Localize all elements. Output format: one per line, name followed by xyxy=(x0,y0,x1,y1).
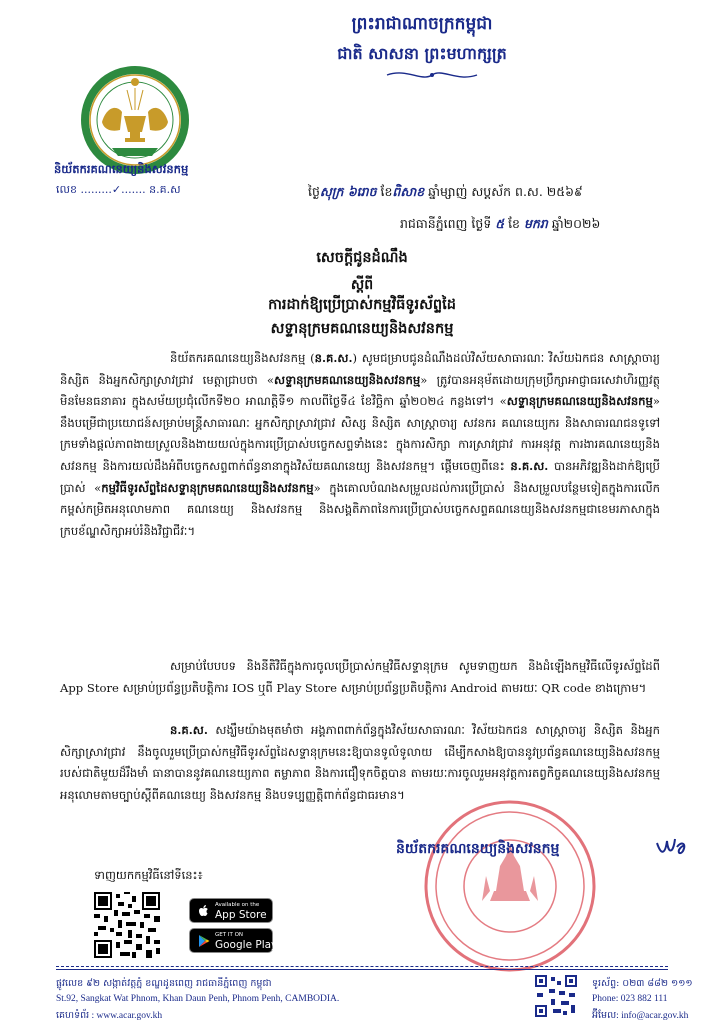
lunar-month-handwritten: ពិសាខ xyxy=(392,184,425,199)
handwritten-signature-icon xyxy=(655,833,689,861)
body-paragraph-3 xyxy=(60,720,660,806)
google-play-large-label: Google Play xyxy=(215,939,278,951)
footer-address-en: St.92, Sangkat Wat Phnom, Khan Daun Penh, Phnom Penh, CAMBODIA. xyxy=(56,994,340,1004)
solar-day-handwritten: ៥ xyxy=(495,216,505,231)
ornament-divider-icon xyxy=(382,70,482,80)
reference-number xyxy=(56,183,181,199)
signature-org-name: និយ័តករគណនេយ្យនិងសវនកម្ម xyxy=(396,841,560,857)
qr-code-icon[interactable] xyxy=(94,892,160,958)
app-store-small-label: Available on the xyxy=(215,902,260,908)
kingdom-title: ព្រះរាជាណាចក្រកម្ពុជា xyxy=(351,14,493,34)
body-paragraph-1 xyxy=(60,348,660,542)
footer-phone-kh: ទូរស័ព្ទ: ០២៣ ៨៨២ ១១១ xyxy=(592,978,693,989)
notice-title: សេចក្តីជូនដំណឹង xyxy=(316,249,408,266)
app-store-large-label: App Store xyxy=(215,909,267,921)
lunar-month-prefix: ខែ xyxy=(380,184,393,199)
google-play-icon xyxy=(197,934,211,948)
footer-address-kh: ផ្លូវលេខ ៩២ សង្កាត់វត្តភ្នំ ខណ្ឌដូនពេញ រាជធានីភ្នំពេញ កម្ពុជា xyxy=(56,978,272,989)
notice-subject-label: ស្តីពី xyxy=(350,277,374,293)
issuer-org-name: និយ័តករគណនេយ្យនិងសវនកម្ម xyxy=(54,162,189,176)
app-store-button[interactable] xyxy=(189,898,273,923)
footer-qr-code-icon xyxy=(535,975,577,1017)
text-run: ) សូមជម្រាបជូនដំណឹងដល់វិស័យសាធារណៈ វិស័យឯកជន សាស្ត្រាចារ្យ និស្សិត និងអ្នកសិក្សាស្រាវជ្រាវ មេត្តាជ្រាបថា « xyxy=(60,351,660,387)
text-run: និយ័តករគណនេយ្យនិងសវនកម្ម ( xyxy=(170,351,315,365)
ref-prefix: លេខ xyxy=(56,183,77,196)
lunar-date xyxy=(308,184,583,203)
app-name: កម្មវិធីទូរស័ព្ទដៃសទ្ទានុក្រមគណនេយ្យនិងសវនកម្ម xyxy=(101,480,314,495)
apple-icon xyxy=(197,904,211,918)
footer-phone-en: Phone: 023 882 111 xyxy=(592,994,668,1004)
text-run: » ត្រូវបានអនុម័តដោយក្រុមប្រឹក្សាអាជ្ញាធរសេវាហិរញ្ញវត្ថុមិនមែនធនាគារ ក្នុងសម័យប្រជុំលើកទី២០ អាណត្តិទី១ កាលពីថ្ងៃទី៤ ខែវិច្ឆិកា ឆ្នាំ២០២៤ កន្លងទៅ។ « xyxy=(60,372,660,409)
dictionary-name: សទ្ទានុក្រមគណនេយ្យនិងសវនកម្ម xyxy=(506,394,653,409)
notice-subject-line1: ការដាក់ឱ្យប្រើប្រាស់កម្មវិធីទូរស័ព្ទដៃ xyxy=(268,296,456,313)
ref-dots: .........✓....... xyxy=(80,183,146,196)
text-run: សង្ឃឹមយ៉ាងមុតមាំថា អង្គភាពពាក់ព័ន្ធក្នុងវិស័យសាធារណៈ វិស័យឯកជន សាស្ត្រាចារ្យ និស្សិត និងអ្នកសិក្សាស្រាវជ្រាវ នឹងចូលរួមប្រើប្រាស់កម្មវិធីទូរស័ព្ទដៃសទ្ទានុក្រមនេះឱ្យបានទូលំទូលាយ ដើម្បីកសាងឱ្យបាននូវប្រព័ន្ធគណនេយ្យនិងសវនកម្មរបស់ជាតិមួយដ៏រឹងមាំ ធានាបាននូវគណនេយ្យភាព តម្លាភាព និងការជឿទុកចិត្តបាន តាមរយៈការចូលរួមអនុវត្តការតព្វកិច្ចគណនេយ្យនិងសវនកម្ម អនុលោមតាមច្បាប់ស្តីពីគណនេយ្យ និងសវនកម្ម និងបទប្បញ្ញត្តិពាក់ព័ន្ធជាធរមាន។ xyxy=(60,723,660,802)
national-motto: ជាតិ សាសនា ព្រះមហាក្សត្រ xyxy=(337,44,507,63)
lunar-day-handwritten: សុក្រ ៦រោច xyxy=(319,184,377,199)
solar-prefix: រាជធានីភ្នំពេញ ថ្ងៃទី xyxy=(400,216,492,231)
solar-date xyxy=(400,216,600,235)
text-run: » ក្នុងគោលបំណងសម្រួលដល់ការប្រើប្រាស់ និងសម្រួលបន្ថែមទៀតក្នុងការលើកកម្ពស់កម្រិតអនុលោមភាព គណនេយ្យ និងសវនកម្ម និងសង្គតិភាពនៃការប្រើប្រាស់បច្ចេកសព្ទគណនេយ្យនិងសវនកម្មជាខេមរភាសាក្នុងក្របខ័ណ្ឌសិក្សាអប់រំនិងវិជ្ជាជីវៈ។ xyxy=(60,480,661,538)
text-run: » នឹងបម្រើជាប្រយោជន៍សម្រាប់មន្ត្រីសាធារណៈ អ្នកសិក្សាស្រាវជ្រាវ សិស្ស និស្សិត សាស្ត្រាចារ្យ សវនករ គណនេយ្យករ និងសាធារណជនទូទៅ ក្រមទាំងផ្តល់ភាពងាយស្រួលនិងងាយយល់ក្នុងការប្រើប្រាស់បច្ចេកសព្ទទាំងនេះ ក្នុងការសិក្សា ការស្រាវជ្រាវ ការអនុវត្ត ការងារគណនេយ្យនិងសវនកម្ម និងការយល់ដឹងអំពីបច្ចេកសព្ទពាក់ព័ន្ធនានាក្នុងវិស័យគណនេយ្យ និងសវនកម្ម។ ផ្តើមចេញពីនេះ xyxy=(60,394,660,473)
footer-website[interactable]: គេហទំព័រ : www.acar.gov.kh xyxy=(56,1011,163,1021)
abbr: ន.គ.ស. xyxy=(510,458,549,473)
google-play-small-label: GET IT ON xyxy=(215,932,244,938)
download-label: ទាញយកកម្មវិធីនៅទីនេះ៖ xyxy=(94,868,203,882)
footer-email[interactable]: អ៊ីមែល: info@acar.gov.kh xyxy=(592,1011,689,1021)
ref-suffix: ន.គ.ស xyxy=(149,183,181,196)
official-seal-icon xyxy=(420,796,600,976)
abbr: ន.គ.ស. xyxy=(314,351,353,365)
dictionary-name: សទ្ទានុក្រមគណនេយ្យនិងសវនកម្ម xyxy=(274,372,421,387)
solar-month-handwritten: មករា xyxy=(523,216,548,231)
text-run: បានអភិវឌ្ឍនិងដាក់ឱ្យប្រើប្រាស់ « xyxy=(60,458,660,495)
lunar-year: ឆ្នាំម្សាញ់ សប្តស័ក ព.ស. ២៥៦៩ xyxy=(428,184,583,199)
solar-month-prefix: ខែ xyxy=(508,216,520,231)
abbr: ន.គ.ស. xyxy=(170,723,208,737)
google-play-button[interactable] xyxy=(189,928,278,953)
footer-divider xyxy=(56,969,668,970)
solar-year: ឆ្នាំ២០២៦ xyxy=(551,216,601,231)
notice-subject-line2: សទ្ទានុក្រមគណនេយ្យនិងសវនកម្ម xyxy=(270,320,454,337)
footer-divider xyxy=(56,966,668,967)
lunar-prefix: ថ្ងៃ xyxy=(308,184,320,199)
body-paragraph-2: សម្រាប់បែបបទ និងនីតិវិធីក្នុងការចូលប្រើប្រាស់កម្មវិធីសទ្ទានុក្រម សូមទាញយក និងដំឡើងកម្មវិធីលើទូរស័ព្ទដៃពី App Store សម្រាប់ប្រព័ន្ធប្រតិបត្តិការ IOS ឬពី Play Store សម្រាប់ប្រព័ន្ធប្រតិបត្តិការ Android តាមរយៈ QR code ខាងក្រោម។ xyxy=(60,659,660,695)
